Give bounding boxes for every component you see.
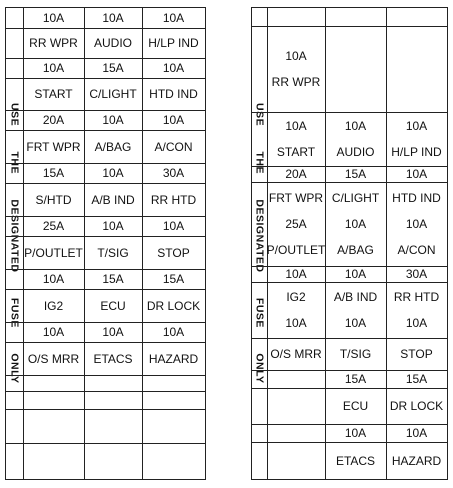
fuse-cell [142,391,205,409]
fuse-cell: AUDIO [93,36,132,50]
fuse-cell: START [34,87,73,101]
right-fuse-panel [251,7,448,480]
fuse-cell: 10A [344,267,367,281]
fuse-cell: 10A START [276,119,316,159]
fuse-cell: STOP [400,347,433,361]
fuse-cell: A/B IND [91,192,135,207]
fuse-cell [23,409,84,443]
fuse-cell: FRT WPR [26,139,81,154]
fuse-cell: 25A [42,219,65,233]
fuse-cell: 10A H/LP IND [391,119,442,159]
fuse-cell [267,388,325,424]
fuse-cell: ECU [100,298,126,313]
fuse-cell: 30A [405,267,428,281]
fuse-cell [84,443,142,481]
fuse-cell [267,442,325,480]
fuse-cell: 15A [102,61,124,75]
fuse-cell: S/HTD [35,192,72,207]
fuse-cell: 10A [405,426,428,440]
fuse-cell [23,443,84,481]
fuse-cell: ECU [342,399,369,413]
fuse-cell [23,391,84,409]
fuse-cell [84,375,142,391]
fuse-cell: P/OUTLET [24,245,83,260]
fuse-cell: HAZARD [148,351,199,366]
fuse-cell [267,370,325,388]
fuse-cell: RR HTD [150,192,197,207]
fuse-cell: ETACS [93,351,133,366]
fuse-cell: 15A [162,272,185,286]
fuse-cell: 10A [344,426,367,440]
fuse-cell [142,409,205,443]
fuse-cell: 10A [42,61,65,75]
fuse-cell [267,8,325,26]
fuse-cell: 10A [102,11,124,25]
fuse-cell: 10A [42,325,65,339]
fuse-cell: DR LOCK [389,399,444,413]
fuse-cell: T/SIG [97,245,129,260]
fuse-cell: 20A [285,167,307,181]
fuse-cell: HTD IND [149,87,198,101]
fuse-cell [325,8,386,26]
fuse-cell: 15A [344,167,367,181]
fuse-cell [142,375,205,391]
fuse-cell: 10A [102,219,124,233]
side-label-text: USE THE DESIGNATED FUSE ONLY [8,103,21,384]
fuse-cell: 10A [162,325,185,339]
fuse-cell [84,391,142,409]
fuse-cell: 10A RR WPR [271,49,321,89]
fuse-cell: C/LIGHT [89,87,137,101]
fuse-cell: IG2 10A [285,290,307,330]
fuse-cell [84,409,142,443]
fuse-cell: 10A [42,272,65,286]
fuse-cell: DR LOCK [146,298,201,313]
fuse-cell: 10A [405,167,428,181]
right-side-label [252,8,267,479]
fuse-cell: O/S MRR [270,347,322,361]
fuse-cell [23,375,84,391]
fuse-cell: 10A [162,113,185,127]
fuse-cell: 15A [102,272,124,286]
fuse-cell: A/BAG [94,139,132,154]
fuse-cell: STOP [157,245,190,260]
fuse-cell: FRT WPR 25A P/OUTLET [266,191,326,257]
fuse-cell: ETACS [335,454,376,468]
fuse-cell: T/SIG [339,347,372,361]
fuse-cell [325,26,386,112]
fuse-cell: 20A [42,113,65,127]
fuse-cell: IG2 [43,298,64,313]
fuse-cell: C/LIGHT 10A A/BAG [331,191,380,257]
left-fuse-panel [5,7,206,480]
fuse-cell: A/CON [154,139,193,154]
fuse-cell [267,424,325,442]
fuse-cell [386,26,447,112]
fuse-cell: 10A [162,11,185,25]
fuse-cell: HAZARD [391,454,442,468]
fuse-cell: 15A [344,372,367,386]
fuse-cell: O/S MRR [27,351,80,366]
fuse-cell: 30A [162,166,185,180]
fuse-cell: 10A AUDIO [336,119,375,159]
fuse-cell: 15A [42,166,65,180]
fuse-cell: RR HTD 10A [393,290,440,330]
fuse-cell: HTD IND 10A A/CON [392,191,441,257]
fuse-cell: A/B IND 10A [333,290,378,330]
fuse-cell: 10A [162,61,185,75]
fuse-cell: 10A [102,325,124,339]
fuse-cell: 10A [102,113,124,127]
fuse-cell: 15A [405,372,428,386]
fuse-cell: 10A [42,11,65,25]
side-label-text: USE THE DESIGNATED FUSE ONLY [253,103,266,384]
fuse-cell [386,8,447,26]
fuse-cell: 10A [102,166,124,180]
fuse-cell: H/LP IND [148,36,199,50]
fuse-cell: RR WPR [29,36,78,50]
fuse-cell: 10A [162,219,185,233]
fuse-cell: 10A [285,267,307,281]
fuse-cell [142,443,205,481]
